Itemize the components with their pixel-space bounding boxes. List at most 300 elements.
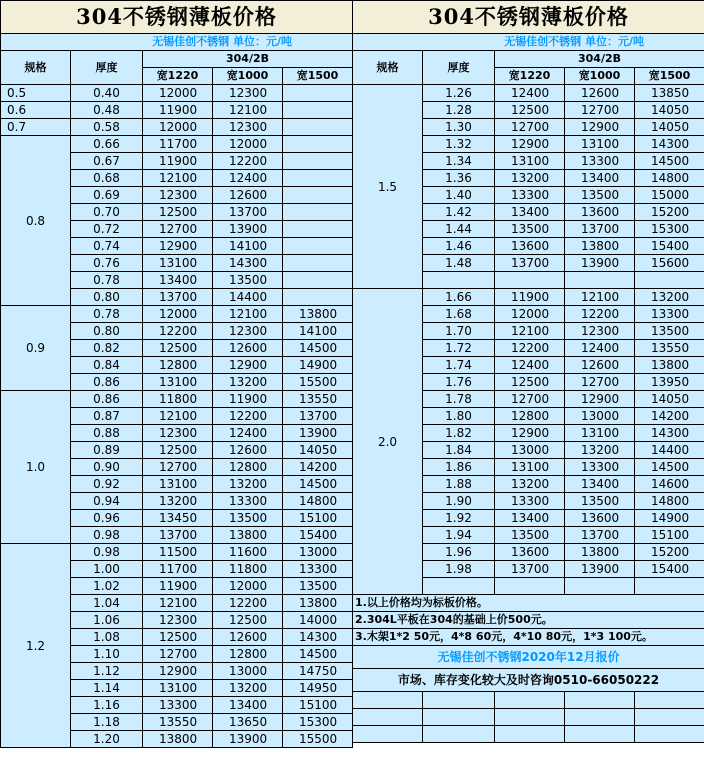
price-cell: 12200: [213, 408, 283, 425]
header-width-2: 宽1500: [635, 68, 704, 85]
thickness-cell: 1.84: [423, 442, 495, 459]
thickness-cell: 1.68: [423, 306, 495, 323]
empty-cell: [565, 709, 635, 726]
price-cell: 13900: [565, 561, 635, 578]
price-cell: 12800: [143, 357, 213, 374]
thickness-cell: 0.96: [71, 510, 143, 527]
thickness-cell: 0.69: [71, 187, 143, 204]
price-cell: 13600: [565, 204, 635, 221]
thickness-cell: 1.14: [71, 680, 143, 697]
thickness-cell: 1.32: [423, 136, 495, 153]
price-cell: 14950: [283, 680, 353, 697]
price-cell: 12400: [213, 170, 283, 187]
price-cell: 12600: [213, 340, 283, 357]
header-grade: 304/2B: [143, 51, 353, 68]
header-width-0: 宽1220: [143, 68, 213, 85]
price-cell: 13200: [213, 476, 283, 493]
page-title: 304不锈钢薄板价格: [353, 1, 704, 34]
price-cell: 13300: [213, 493, 283, 510]
price-cell: 12400: [565, 340, 635, 357]
header-width-1: 宽1000: [565, 68, 635, 85]
price-cell: 13800: [143, 731, 213, 748]
empty-row: [353, 692, 704, 709]
price-cell: 14100: [213, 238, 283, 255]
thickness-cell: 0.92: [71, 476, 143, 493]
spec-cell: 0.5: [1, 85, 71, 102]
price-cell: 12900: [495, 425, 565, 442]
price-cell: 12500: [143, 340, 213, 357]
spec-cell: 0.9: [1, 306, 71, 391]
empty-cell: [635, 726, 704, 743]
header-width-0: 宽1220: [495, 68, 565, 85]
thickness-cell: 0.90: [71, 459, 143, 476]
thickness-cell: 1.34: [423, 153, 495, 170]
price-cell: 13300: [635, 306, 704, 323]
company-unit-subtitle: 无锡佳创不锈钢 单位：元/吨: [353, 34, 704, 51]
price-cell: [495, 578, 565, 595]
price-cell: 12300: [143, 425, 213, 442]
price-cell: 12800: [213, 459, 283, 476]
empty-cell: [353, 692, 423, 709]
price-cell: 12300: [143, 187, 213, 204]
price-cell: 12100: [143, 595, 213, 612]
price-cell: 13100: [143, 476, 213, 493]
note-line: 3.木架1*2 50元，4*8 60元，4*10 80元，1*3 100元。: [353, 629, 704, 646]
thickness-cell: 1.94: [423, 527, 495, 544]
price-cell: 14800: [635, 170, 704, 187]
price-cell: 11900: [143, 102, 213, 119]
price-cell: 13100: [565, 425, 635, 442]
thickness-cell: 0.74: [71, 238, 143, 255]
price-cell: 13600: [495, 544, 565, 561]
thickness-cell: 1.40: [423, 187, 495, 204]
thickness-cell: 1.88: [423, 476, 495, 493]
price-cell: 13400: [495, 510, 565, 527]
thickness-cell: 1.30: [423, 119, 495, 136]
price-cell: 15400: [635, 238, 704, 255]
price-cell: 14500: [283, 646, 353, 663]
price-cell: 12700: [495, 391, 565, 408]
spec-cell: 1.5: [353, 85, 423, 289]
price-cell: 15200: [635, 204, 704, 221]
price-cell: 13700: [495, 255, 565, 272]
price-cell: 12400: [495, 357, 565, 374]
price-cell: 13800: [283, 306, 353, 323]
price-cell: 13300: [143, 697, 213, 714]
price-cell: 14050: [283, 442, 353, 459]
thickness-cell: 1.96: [423, 544, 495, 561]
spec-cell: 0.8: [1, 136, 71, 306]
price-cell: 12600: [213, 442, 283, 459]
price-cell: 13500: [495, 221, 565, 238]
note-line: 2.304L平板在304的基础上价500元。: [353, 612, 704, 629]
price-cell: 14050: [635, 102, 704, 119]
price-cell: 13550: [283, 391, 353, 408]
table-row: [1, 306, 353, 323]
price-cell: 11900: [143, 578, 213, 595]
price-cell: 13300: [565, 459, 635, 476]
price-cell: 12700: [143, 459, 213, 476]
price-cell: 11900: [213, 391, 283, 408]
price-cell: 12500: [143, 442, 213, 459]
price-cell: 13900: [565, 255, 635, 272]
thickness-cell: 1.74: [423, 357, 495, 374]
table-row: [1, 136, 353, 153]
price-cell: 15400: [283, 527, 353, 544]
price-cell: 13400: [565, 170, 635, 187]
price-cell: 15500: [283, 374, 353, 391]
price-cell: 12900: [565, 391, 635, 408]
price-cell: 11900: [495, 289, 565, 306]
price-cell: 14600: [635, 476, 704, 493]
price-cell: 12500: [495, 374, 565, 391]
price-cell: [283, 255, 353, 272]
thickness-cell: 1.76: [423, 374, 495, 391]
price-cell: [283, 238, 353, 255]
table-row: [353, 85, 704, 102]
table-row: [1, 85, 353, 102]
price-cell: [565, 272, 635, 289]
price-cell: 13650: [213, 714, 283, 731]
price-cell: 15500: [283, 731, 353, 748]
thickness-cell: 0.67: [71, 153, 143, 170]
price-cell: 12500: [143, 204, 213, 221]
empty-cell: [353, 726, 423, 743]
thickness-cell: 0.48: [71, 102, 143, 119]
price-cell: 14050: [635, 391, 704, 408]
empty-cell: [565, 692, 635, 709]
thickness-cell: 1.26: [423, 85, 495, 102]
thickness-cell: 1.48: [423, 255, 495, 272]
price-cell: 11900: [143, 153, 213, 170]
price-cell: 11700: [143, 561, 213, 578]
spec-cell: 0.6: [1, 102, 71, 119]
price-cell: 12000: [495, 306, 565, 323]
price-cell: 14500: [283, 340, 353, 357]
price-cell: 14050: [635, 119, 704, 136]
thickness-cell: 1.98: [423, 561, 495, 578]
table-row: [353, 289, 704, 306]
price-cell: [283, 102, 353, 119]
price-cell: 15300: [283, 714, 353, 731]
thickness-cell: 1.20: [71, 731, 143, 748]
price-cell: 13500: [213, 272, 283, 289]
price-cell: 13900: [213, 731, 283, 748]
price-cell: 15100: [283, 510, 353, 527]
price-cell: 14300: [635, 425, 704, 442]
thickness-cell: 1.72: [423, 340, 495, 357]
price-cell: 15100: [635, 527, 704, 544]
thickness-cell: 0.98: [71, 544, 143, 561]
thickness-cell: 1.90: [423, 493, 495, 510]
price-cell: 13850: [635, 85, 704, 102]
price-cell: 15100: [283, 697, 353, 714]
price-cell: [283, 187, 353, 204]
price-cell: 12100: [495, 323, 565, 340]
price-cell: 11600: [213, 544, 283, 561]
thickness-cell: 1.28: [423, 102, 495, 119]
price-cell: 15600: [635, 255, 704, 272]
price-cell: 12000: [143, 119, 213, 136]
price-cell: 11700: [143, 136, 213, 153]
thickness-cell: 1.66: [423, 289, 495, 306]
price-cell: 13000: [283, 544, 353, 561]
price-cell: 12400: [495, 85, 565, 102]
price-cell: 11800: [213, 561, 283, 578]
price-cell: 13200: [143, 493, 213, 510]
thickness-cell: 0.88: [71, 425, 143, 442]
price-cell: 12900: [143, 663, 213, 680]
thickness-cell: 1.10: [71, 646, 143, 663]
price-cell: 12000: [143, 85, 213, 102]
header-thickness: 厚度: [423, 51, 495, 85]
price-cell: [283, 221, 353, 238]
price-cell: 12600: [565, 357, 635, 374]
price-cell: 13450: [143, 510, 213, 527]
price-cell: 12200: [143, 323, 213, 340]
price-cell: 12700: [495, 119, 565, 136]
price-cell: 12500: [213, 612, 283, 629]
thickness-cell: 1.36: [423, 170, 495, 187]
price-cell: [283, 204, 353, 221]
thickness-cell: 1.92: [423, 510, 495, 527]
table-row: [1, 119, 353, 136]
thickness-cell: 1.00: [71, 561, 143, 578]
table-row: [1, 544, 353, 561]
thickness-cell: 0.72: [71, 221, 143, 238]
thickness-cell: 1.46: [423, 238, 495, 255]
thickness-cell: 0.68: [71, 170, 143, 187]
price-cell: 13200: [635, 289, 704, 306]
price-cell: 12300: [213, 323, 283, 340]
thickness-cell: 0.86: [71, 374, 143, 391]
thickness-cell: 0.82: [71, 340, 143, 357]
price-cell: 13400: [565, 476, 635, 493]
thickness-cell: 0.84: [71, 357, 143, 374]
thickness-cell: 0.98: [71, 527, 143, 544]
table-row: [1, 391, 353, 408]
price-cell: [283, 153, 353, 170]
price-cell: 14500: [283, 476, 353, 493]
price-cell: 13500: [495, 527, 565, 544]
thickness-cell: 1.08: [71, 629, 143, 646]
spec-cell: 1.2: [1, 544, 71, 748]
price-cell: 15200: [635, 544, 704, 561]
thickness-cell: 1.04: [71, 595, 143, 612]
price-cell: 13100: [565, 136, 635, 153]
price-cell: 13800: [635, 357, 704, 374]
thickness-cell: 0.80: [71, 323, 143, 340]
thickness-cell: 0.78: [71, 272, 143, 289]
price-cell: 13200: [565, 442, 635, 459]
price-cell: 13700: [565, 527, 635, 544]
price-cell: 13700: [495, 561, 565, 578]
price-cell: 13100: [143, 255, 213, 272]
thickness-cell: 1.78: [423, 391, 495, 408]
price-cell: 12000: [143, 306, 213, 323]
price-cell: 13500: [635, 323, 704, 340]
price-cell: 14300: [283, 629, 353, 646]
price-cell: 14100: [283, 323, 353, 340]
thickness-cell: 1.80: [423, 408, 495, 425]
price-cell: 13100: [143, 680, 213, 697]
price-cell: 13300: [565, 153, 635, 170]
price-cell: 13700: [213, 204, 283, 221]
price-cell: 12200: [213, 595, 283, 612]
price-cell: 14300: [213, 255, 283, 272]
empty-cell: [423, 692, 495, 709]
empty-row: [353, 709, 704, 726]
empty-cell: [353, 709, 423, 726]
price-cell: 12700: [143, 646, 213, 663]
price-cell: 14400: [635, 442, 704, 459]
price-cell: 12800: [495, 408, 565, 425]
price-cell: 13900: [213, 221, 283, 238]
price-cell: 12100: [565, 289, 635, 306]
thickness-cell: 1.12: [71, 663, 143, 680]
header-spec: 规格: [353, 51, 423, 85]
price-cell: 11800: [143, 391, 213, 408]
empty-row: [353, 726, 704, 743]
price-cell: 14500: [635, 459, 704, 476]
thickness-cell: 0.89: [71, 442, 143, 459]
price-cell: 13600: [565, 510, 635, 527]
price-cell: 13300: [495, 187, 565, 204]
price-cell: 13100: [495, 153, 565, 170]
thickness-cell: 1.02: [71, 578, 143, 595]
price-cell: 12900: [213, 357, 283, 374]
price-cell: 13700: [283, 408, 353, 425]
price-cell: 13000: [495, 442, 565, 459]
thickness-cell: 0.66: [71, 136, 143, 153]
price-cell: [283, 289, 353, 306]
price-cell: 14750: [283, 663, 353, 680]
price-cell: [635, 578, 704, 595]
price-cell: 12600: [565, 85, 635, 102]
price-cell: 12400: [213, 425, 283, 442]
price-cell: 13300: [495, 493, 565, 510]
price-cell: [283, 85, 353, 102]
price-cell: 15000: [635, 187, 704, 204]
spec-cell: 2.0: [353, 289, 423, 595]
thickness-cell: 0.76: [71, 255, 143, 272]
price-cell: [283, 119, 353, 136]
price-cell: 12500: [495, 102, 565, 119]
price-cell: 12800: [213, 646, 283, 663]
price-cell: 12200: [565, 306, 635, 323]
empty-cell: [423, 709, 495, 726]
price-cell: 13500: [283, 578, 353, 595]
price-cell: 12100: [143, 170, 213, 187]
price-cell: 13500: [565, 187, 635, 204]
price-cell: 12000: [213, 578, 283, 595]
price-cell: 13100: [495, 459, 565, 476]
price-cell: 13400: [495, 204, 565, 221]
price-cell: 12100: [213, 306, 283, 323]
price-cell: 14000: [283, 612, 353, 629]
thickness-cell: 0.58: [71, 119, 143, 136]
price-cell: [565, 578, 635, 595]
price-cell: 13700: [143, 527, 213, 544]
price-cell: 13000: [565, 408, 635, 425]
empty-cell: [495, 692, 565, 709]
price-cell: 13700: [143, 289, 213, 306]
price-cell: 14500: [635, 153, 704, 170]
thickness-cell: 1.44: [423, 221, 495, 238]
empty-cell: [635, 709, 704, 726]
price-cell: 14800: [283, 493, 353, 510]
price-cell: 12900: [565, 119, 635, 136]
price-cell: 13550: [143, 714, 213, 731]
price-cell: [283, 272, 353, 289]
price-cell: 14400: [213, 289, 283, 306]
price-cell: 12700: [565, 374, 635, 391]
price-cell: 13900: [283, 425, 353, 442]
price-cell: 13500: [213, 510, 283, 527]
thickness-cell: 1.86: [423, 459, 495, 476]
price-cell: 12200: [213, 153, 283, 170]
price-cell: [495, 272, 565, 289]
price-cell: 12300: [143, 612, 213, 629]
empty-cell: [635, 692, 704, 709]
price-cell: 13800: [565, 544, 635, 561]
price-cell: 13000: [213, 663, 283, 680]
price-cell: 12000: [213, 136, 283, 153]
price-cell: 13200: [213, 680, 283, 697]
company-unit-subtitle: 无锡佳创不锈钢 单位：元/吨: [1, 34, 353, 51]
spec-cell: 1.0: [1, 391, 71, 544]
header-width-2: 宽1500: [283, 68, 353, 85]
empty-cell: [495, 709, 565, 726]
price-cell: 12200: [495, 340, 565, 357]
price-cell: 13500: [565, 493, 635, 510]
header-grade: 304/2B: [495, 51, 704, 68]
price-cell: 12300: [213, 85, 283, 102]
price-cell: 13400: [143, 272, 213, 289]
price-cell: 12100: [213, 102, 283, 119]
price-cell: [283, 170, 353, 187]
thickness-cell: 0.87: [71, 408, 143, 425]
thickness-cell: 1.82: [423, 425, 495, 442]
price-cell: 14900: [283, 357, 353, 374]
price-cell: [283, 136, 353, 153]
price-cell: 13200: [213, 374, 283, 391]
price-cell: 14800: [635, 493, 704, 510]
price-cell: [635, 272, 704, 289]
note-line: 1.以上价格均为标板价格。: [353, 595, 704, 612]
spec-cell: 0.7: [1, 119, 71, 136]
price-cell: 12300: [213, 119, 283, 136]
price-cell: 12600: [213, 629, 283, 646]
price-cell: 12100: [143, 408, 213, 425]
right-price-table: [352, 0, 704, 743]
price-cell: 13800: [565, 238, 635, 255]
header-thickness: 厚度: [71, 51, 143, 85]
price-cell: 12900: [495, 136, 565, 153]
price-cell: 12700: [143, 221, 213, 238]
header-spec: 规格: [1, 51, 71, 85]
thickness-cell: [423, 578, 495, 595]
empty-cell: [565, 726, 635, 743]
price-cell: 14200: [635, 408, 704, 425]
thickness-cell: 0.70: [71, 204, 143, 221]
price-cell: 13600: [495, 238, 565, 255]
thickness-cell: 0.78: [71, 306, 143, 323]
thickness-cell: [423, 272, 495, 289]
price-cell: 13550: [635, 340, 704, 357]
empty-cell: [495, 726, 565, 743]
price-cell: 13800: [213, 527, 283, 544]
